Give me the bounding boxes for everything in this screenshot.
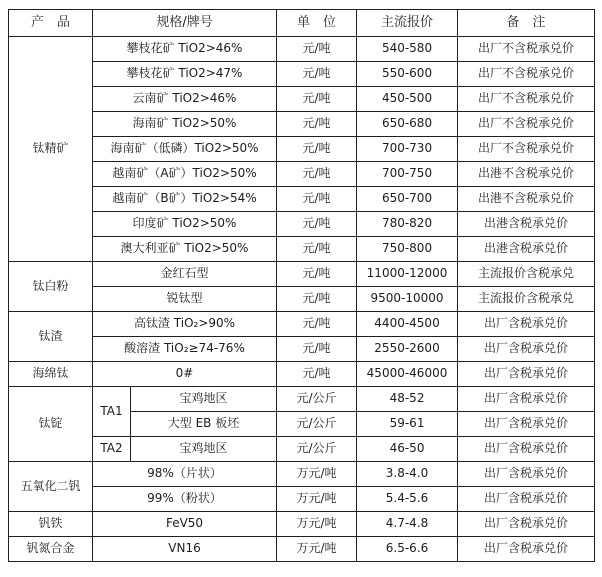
product-cell: 钒铁: [9, 512, 93, 537]
table-row: [9, 287, 595, 312]
unit-cell: 元/吨: [277, 162, 357, 187]
product-cell: 钒氮合金: [9, 537, 93, 562]
unit-cell: 元/吨: [277, 312, 357, 337]
spec-cell: 0#: [93, 362, 277, 387]
price-cell: 750-800: [357, 237, 458, 262]
spec-cell: 攀枝花矿 TiO2>47%: [93, 62, 277, 87]
unit-cell: 万元/吨: [277, 537, 357, 562]
price-cell: 48-52: [357, 387, 458, 412]
unit-cell: 元/吨: [277, 62, 357, 87]
price-cell: 4.7-4.8: [357, 512, 458, 537]
spec-cell: 98%（片状）: [93, 462, 277, 487]
unit-cell: 万元/吨: [277, 462, 357, 487]
note-cell: 出厂不含税承兑价: [458, 62, 595, 87]
table-row: [9, 437, 595, 462]
note-cell: 出港不含税承兑价: [458, 162, 595, 187]
note-cell: 出厂含税承兑价: [458, 537, 595, 562]
spec-cell: 大型 EB 板坯: [131, 412, 277, 437]
table-row: [9, 162, 595, 187]
header-spec: 规格/牌号: [93, 10, 277, 37]
note-cell: 出港不含税承兑价: [458, 187, 595, 212]
note-cell: 出厂不含税承兑价: [458, 87, 595, 112]
table-row: [9, 137, 595, 162]
price-cell: 780-820: [357, 212, 458, 237]
note-cell: 出厂含税承兑价: [458, 312, 595, 337]
spec-cell: 云南矿 TiO2>46%: [93, 87, 277, 112]
note-cell: 出厂含税承兑价: [458, 362, 595, 387]
price-cell: 450-500: [357, 87, 458, 112]
price-table: [8, 9, 595, 562]
unit-cell: 元/吨: [277, 287, 357, 312]
product-cell: 五氧化二钒: [9, 462, 93, 512]
header-product: 产 品: [9, 10, 93, 37]
table-row: [9, 237, 595, 262]
unit-cell: 元/公斤: [277, 412, 357, 437]
spec-cell: 99%（粉状）: [93, 487, 277, 512]
spec-cell: 金红石型: [93, 262, 277, 287]
spec-cell: 越南矿（A矿）TiO2>50%: [93, 162, 277, 187]
header-price: 主流报价: [357, 10, 458, 37]
note-cell: 出厂含税承兑价: [458, 337, 595, 362]
unit-cell: 元/吨: [277, 237, 357, 262]
unit-cell: 万元/吨: [277, 512, 357, 537]
price-cell: 650-700: [357, 187, 458, 212]
table-row: [9, 62, 595, 87]
table-row: [9, 112, 595, 137]
note-cell: 出厂不含税承兑价: [458, 137, 595, 162]
spec-cell: 宝鸡地区: [131, 437, 277, 462]
header-row: [9, 10, 595, 37]
price-table-container: [8, 9, 595, 562]
product-cell: 钛渣: [9, 312, 93, 362]
note-cell: 主流报价含税承兑: [458, 262, 595, 287]
spec-cell: 酸溶渣 TiO₂≥74-76%: [93, 337, 277, 362]
note-cell: 主流报价含税承兑: [458, 287, 595, 312]
price-cell: 45000-46000: [357, 362, 458, 387]
note-cell: 出厂含税承兑价: [458, 487, 595, 512]
table-row: [9, 337, 595, 362]
spec-cell: 澳大利亚矿 TiO2>50%: [93, 237, 277, 262]
unit-cell: 元/吨: [277, 212, 357, 237]
spec-cell: VN16: [93, 537, 277, 562]
header-unit: 单 位: [277, 10, 357, 37]
price-cell: 9500-10000: [357, 287, 458, 312]
table-row: [9, 462, 595, 487]
table-row: [9, 487, 595, 512]
price-cell: 11000-12000: [357, 262, 458, 287]
spec-cell: 海南矿（低磷）TiO2>50%: [93, 137, 277, 162]
spec-cell: 越南矿（B矿）TiO2>54%: [93, 187, 277, 212]
price-cell: 3.8-4.0: [357, 462, 458, 487]
note-cell: 出厂含税承兑价: [458, 387, 595, 412]
product-cell: 钛白粉: [9, 262, 93, 312]
table-row: [9, 512, 595, 537]
price-cell: 46-50: [357, 437, 458, 462]
note-cell: 出厂含税承兑价: [458, 512, 595, 537]
header-note: 备 注: [458, 10, 595, 37]
unit-cell: 元/吨: [277, 87, 357, 112]
table-row: [9, 87, 595, 112]
price-cell: 59-61: [357, 412, 458, 437]
spec-cell: FeV50: [93, 512, 277, 537]
spec-cell: 攀枝花矿 TiO2>46%: [93, 37, 277, 62]
note-cell: 出厂含税承兑价: [458, 462, 595, 487]
unit-cell: 元/公斤: [277, 387, 357, 412]
note-cell: 出港含税承兑价: [458, 237, 595, 262]
price-cell: 700-750: [357, 162, 458, 187]
unit-cell: 元/吨: [277, 112, 357, 137]
unit-cell: 元/吨: [277, 262, 357, 287]
table-row: [9, 37, 595, 62]
price-cell: 700-730: [357, 137, 458, 162]
unit-cell: 元/公斤: [277, 437, 357, 462]
unit-cell: 元/吨: [277, 187, 357, 212]
note-cell: 出厂含税承兑价: [458, 437, 595, 462]
price-cell: 2550-2600: [357, 337, 458, 362]
price-cell: 540-580: [357, 37, 458, 62]
unit-cell: 元/吨: [277, 337, 357, 362]
table-row: [9, 187, 595, 212]
price-cell: 6.5-6.6: [357, 537, 458, 562]
price-cell: 650-680: [357, 112, 458, 137]
table-row: [9, 537, 595, 562]
unit-cell: 元/吨: [277, 362, 357, 387]
note-cell: 出港含税承兑价: [458, 212, 595, 237]
table-row: [9, 387, 595, 412]
note-cell: 出厂含税承兑价: [458, 412, 595, 437]
grade-cell: TA2: [93, 437, 131, 462]
unit-cell: 元/吨: [277, 137, 357, 162]
spec-cell: 锐钛型: [93, 287, 277, 312]
spec-cell: 宝鸡地区: [131, 387, 277, 412]
unit-cell: 元/吨: [277, 37, 357, 62]
price-cell: 550-600: [357, 62, 458, 87]
product-cell: 钛锭: [9, 387, 93, 462]
note-cell: 出厂不含税承兑价: [458, 112, 595, 137]
unit-cell: 万元/吨: [277, 487, 357, 512]
table-row: [9, 262, 595, 287]
price-cell: 4400-4500: [357, 312, 458, 337]
table-row: [9, 212, 595, 237]
note-cell: 出厂不含税承兑价: [458, 37, 595, 62]
grade-cell: TA1: [93, 387, 131, 437]
spec-cell: 高钛渣 TiO₂>90%: [93, 312, 277, 337]
product-cell: 钛精矿: [9, 37, 93, 262]
price-cell: 5.4-5.6: [357, 487, 458, 512]
product-cell: 海绵钛: [9, 362, 93, 387]
spec-cell: 海南矿 TiO2>50%: [93, 112, 277, 137]
spec-cell: 印度矿 TiO2>50%: [93, 212, 277, 237]
table-row: [9, 362, 595, 387]
table-row: [9, 312, 595, 337]
